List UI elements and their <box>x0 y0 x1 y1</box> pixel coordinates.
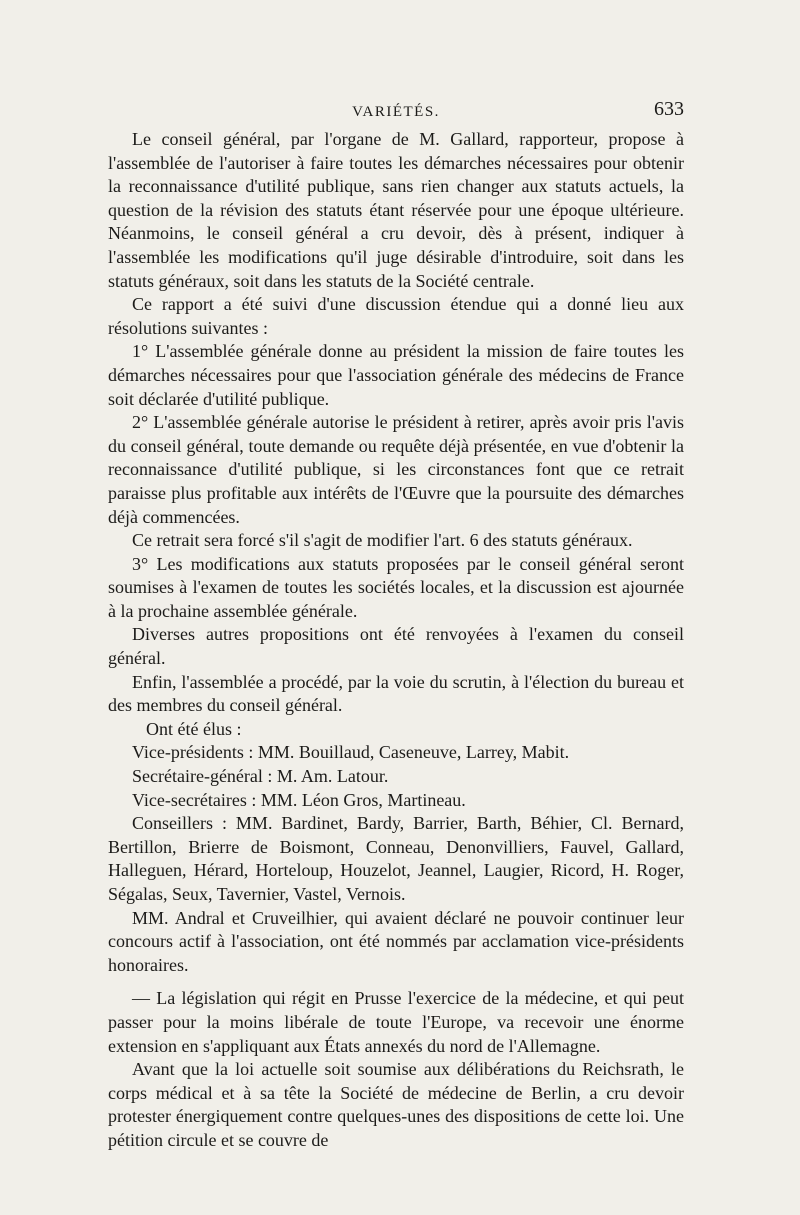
news-prussia-legislation: — La législation qui régit en Prusse l'exercice de la médecine, et qui peut passer pour la moins libérale de toute l'Europe, va recevoir une énorme extension en s'appliquant aux États annexés du nord de l'Allemagne. <box>108 988 684 1056</box>
vice-presidents: Vice-présidents : MM. Bouillaud, Caseneuve, Larrey, Mabit. <box>132 742 570 763</box>
paragraph-other-proposals: Diverses autres propositions ont été renvoyées à l'examen du conseil général. <box>108 624 684 669</box>
resolution-2: 2° L'assemblée générale autorise le président à retirer, après avoir pris l'avis du conseil général, toute demande ou requête déjà présentée, en vue d'obtenir la reconnaissance d'utilité publique, si les circonstances font que ce retrait paraisse plus profitable aux intérêts de l'Œuvre que la poursuite des démarches déjà commencées. <box>108 412 684 527</box>
running-title: VARIÉTÉS. <box>352 104 440 120</box>
honorary-vice-presidents: MM. Andral et Cruveilhier, qui avaient déclaré ne pouvoir continuer leur concours actif à l'association, ont été nommés par acclamation vice-présidents honoraires. <box>108 907 684 975</box>
paragraph-council-proposal: Le conseil général, par l'organe de M. Gallard, rapporteur, propose à l'assemblée de l'autoriser à faire toutes les démarches nécessaires pour obtenir la reconnaissance d'utilité publique, sans rien changer aux statuts actuels, la question de la révision des statuts étant réservée pour une époque ultérieure. Néanmoins, le conseil général a cru devoir, dès à présent, indiquer à l'assemblée les modifications qu'il juge désirable d'introduire, soit dans les statuts généraux, soit dans les statuts de la Société centrale. <box>108 129 684 291</box>
page-header <box>108 98 684 128</box>
resolution-1: 1° L'assemblée générale donne au président la mission de faire toutes les démarches nécessaires pour que l'association générale des médecins de France soit déclarée d'utilité publique. <box>108 341 684 409</box>
news-reichsrath-protest: Avant que la loi actuelle soit soumise aux délibérations du Reichsrath, le corps médical et à sa tête la Société de médecine de Berlin, a cru devoir protester énergiquement contre quelques-unes des dispositions de cette loi. Une pétition circule et se couvre de <box>108 1059 684 1150</box>
elected-heading: Ont été élus : <box>146 718 242 739</box>
paragraph-election: Enfin, l'assemblée a procédé, par la voie du scrutin, à l'élection du bureau et des membres du conseil général. <box>108 671 684 716</box>
paragraph-discussion: Ce rapport a été suivi d'une discussion étendue qui a donné lieu aux résolutions suivantes : <box>108 294 684 338</box>
page-body <box>108 128 684 1153</box>
vice-secretaries: Vice-secrétaires : MM. Léon Gros, Martineau. <box>132 789 466 810</box>
secretary-general: Secrétaire-général : M. Am. Latour. <box>132 766 389 787</box>
councillors: Conseillers : MM. Bardinet, Bardy, Barrier, Barth, Béhier, Cl. Bernard, Bertillon, Brierre de Boismont, Conneau, Denonvilliers, Fauvel, Gallard, Halleguen, Hérard, Horteloup, Houzelot, Jeannel, Laugier, Ricord, H. Roger, Ségalas, Seux, Tavernier, Vastel, Vernois. <box>108 813 684 904</box>
resolution-3: 3° Les modifications aux statuts proposées par le conseil général seront soumises à l'examen de toutes les sociétés locales, et la discussion est ajournée à la prochaine assemblée générale. <box>108 553 684 621</box>
page-number: 633 <box>654 98 684 120</box>
paragraph-withdrawal: Ce retrait sera forcé s'il s'agit de modifier l'art. 6 des statuts généraux. <box>132 530 633 551</box>
